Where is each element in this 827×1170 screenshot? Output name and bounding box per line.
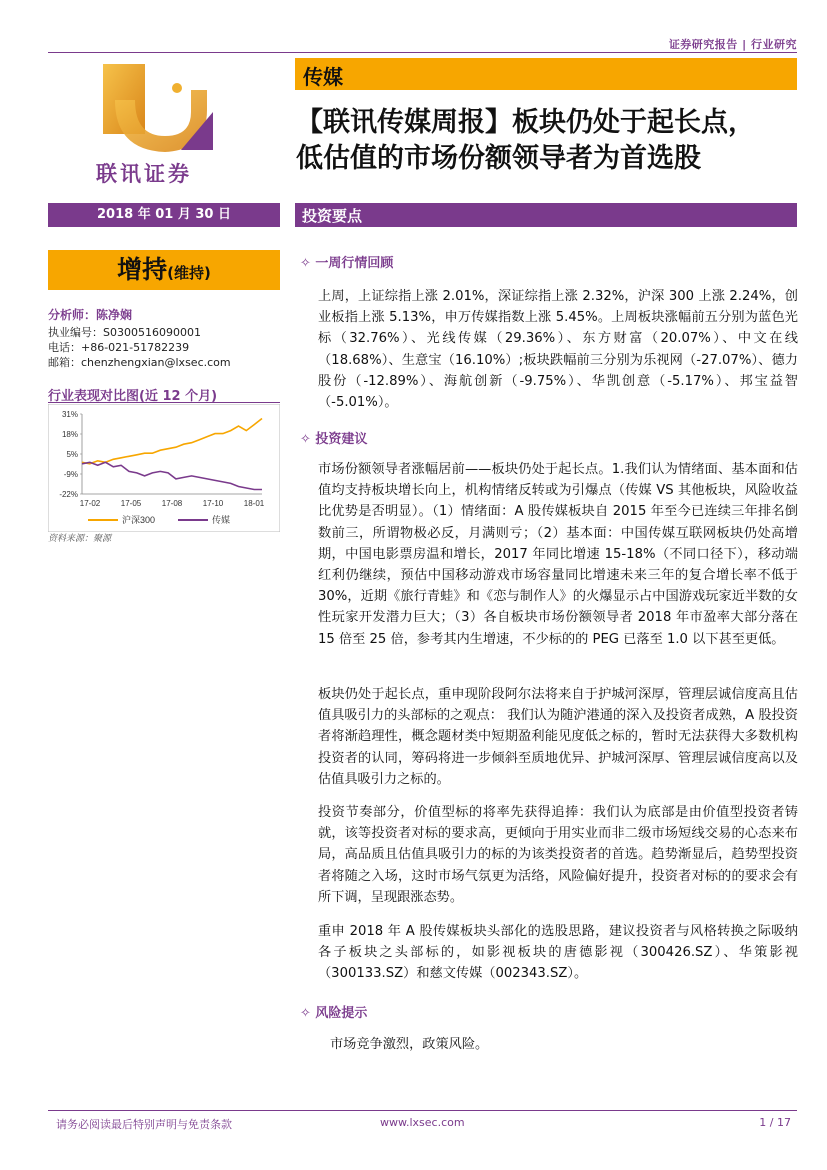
- x-tick-label: 18-01: [243, 499, 265, 508]
- y-tick-label: 18%: [61, 430, 78, 439]
- heading-weekly-review: ✧ 一周行情回顾: [300, 256, 394, 271]
- paragraph-advice-4: 重申 2018 年 A 股传媒板块头部化的选股思路，建议投资者与风格转换之际吸纳各子板块之头部标的，如影视板块的唐德影视（300426.SZ）、华策影视（300133.SZ）和慈文传媒（002343.SZ）。: [318, 924, 798, 982]
- analyst-email: 邮箱：chenzhengxian@lxsec.com: [48, 356, 231, 369]
- rating-sub: (维持): [167, 264, 211, 282]
- chart-title-underline: [48, 402, 280, 403]
- footer-disclaimer: 请务必阅读最后特别声明与免责条款: [56, 1118, 232, 1131]
- footer-website: www.lxsec.com: [380, 1116, 465, 1129]
- report-category: 证券研究报告 | 行业研究: [668, 38, 797, 51]
- y-tick-label: 5%: [66, 450, 78, 459]
- footer-page-number: 1 / 17: [759, 1116, 791, 1129]
- industry-label: 传媒: [303, 65, 343, 89]
- heading-risk-text: 风险提示: [315, 1006, 368, 1021]
- x-tick-label: 17-10: [202, 499, 224, 508]
- x-tick-label: 17-08: [161, 499, 183, 508]
- heading-investment-advice-text: 投资建议: [315, 432, 368, 447]
- paragraph-advice-2: 板块仍处于起长点，重申现阶段阿尔法将来自于护城河深厚，管理层诚信度高且估值具吸引力的头部标的之观点： 我们认为随沪港通的深入及投资者成熟，A 股投资者将渐趋理性，概念题材类中短期盈利能见度低之标的，暂时无法获得大多数机构投资者的认同，筹码将进一步倾斜至质地优异、护城河深厚、管理层诚信度高以及估值具吸引力之标的。: [318, 687, 798, 787]
- performance-chart: [48, 404, 280, 532]
- analyst-phone: 电话：+86-021-51782239: [48, 341, 190, 354]
- bottom-divider: [48, 1110, 797, 1111]
- chart-frame: [48, 404, 280, 532]
- chart-title: 行业表现对比图(近 12 个月): [48, 389, 218, 404]
- report-title: [296, 105, 806, 177]
- y-tick-label: -9%: [63, 470, 78, 479]
- title-line-1: 【联讯传媒周报】板块仍处于起长点，: [296, 107, 755, 138]
- paragraph-advice-3: 投资节奏部分，价值型标的将率先获得追捧：我们认为底部是由价值型投资者铸就，该等投资者对标的要求高，更倾向于用实业而非二级市场短线交易的心态来布局，高品质且估值具吸引力的标的为该类投资者的首选。趋势渐显后，趋势型投资者将随之入场，这时市场气氛更为活络，风险偏好提升，投资者对标的的要求会有所下调，呈现跟涨态势。: [318, 805, 798, 905]
- x-tick-label: 17-02: [79, 499, 101, 508]
- heading-weekly-review-text: 一周行情回顾: [315, 256, 394, 271]
- rating-main: 增持: [117, 255, 168, 284]
- paragraph-risk: 市场竞争激烈，政策风险。: [330, 1037, 489, 1052]
- analyst-license: 执业编号：S0300516090001: [48, 326, 201, 339]
- rating-box: [48, 250, 280, 290]
- heading-investment-advice: ✧ 投资建议: [300, 432, 368, 447]
- title-line-2: 低估值的市场份额领导者为首选股: [296, 143, 701, 174]
- paragraph-weekly-review: 上周，上证综指上涨 2.01%，深证综指上涨 2.32%，沪深 300 上涨 2.24%，创业板指上涨 5.13%，申万传媒指数上涨 5.45%。上周板块涨幅前五分别为蓝色光标（32.76%）、光线传媒（29.36%）、东方财富（20.07%）、中文在线（18.68%）、生意宝（16.10%）;板块跌幅前三分别为乐视网（-27.07%）、德力股份（-12.89%）、海航创新（-9.75%）、华凯创意（-5.17%）、邦宝益智（-5.01%）。: [318, 289, 798, 411]
- chart-source: 资料来源：聚源: [48, 534, 112, 544]
- paragraph-advice-1: 市场份额领导者涨幅居前——板块仍处于起长点。1.我们认为情绪面、基本面和估值均支持板块增长向上，机构情绪反转或为引爆点（传媒 VS 其他板块，风险收益比优势是否明显）。（1）情绪面：A 股传媒板块自 2015 年至今已连续三年排名倒数前三，所谓物极必反，月满则亏；（2）基本面：中国传媒互联网板块仍处高增期，中国电影票房温和增长，2017 年同比增速 15-18%（不同口径下），移动端红利仍继续，预估中国移动游戏市场容量同比增速未来三年的复合增长率不低于 30%，近期《旅行青蛙》和《恋与制作人》的火爆显示占中国游戏玩家近半数的女性玩家开发潜力巨大；（3）各自板块市场份额领导者 2018 年市盈率大部分落在 15 倍至 25 倍，参考其内生增速，不少标的的 PEG 已落至 1.0 以下甚至更低。: [318, 462, 798, 647]
- legend-label-0: 沪深300: [122, 515, 156, 525]
- y-tick-label: -22%: [59, 490, 78, 499]
- logo-text: 联讯证券: [96, 162, 192, 186]
- industry-banner: [295, 58, 797, 90]
- x-tick-label: 17-05: [120, 499, 142, 508]
- legend-label-1: 传媒: [212, 515, 231, 525]
- section-bar: [295, 203, 797, 227]
- y-tick-label: 31%: [61, 410, 78, 419]
- top-divider: [48, 52, 797, 53]
- heading-risk: ✧ 风险提示: [300, 1006, 368, 1021]
- report-date: 2018 年 01 月 30 日: [48, 203, 280, 227]
- analyst-name: 分析师：陈净娴: [48, 308, 133, 322]
- section-title: 投资要点: [302, 207, 363, 225]
